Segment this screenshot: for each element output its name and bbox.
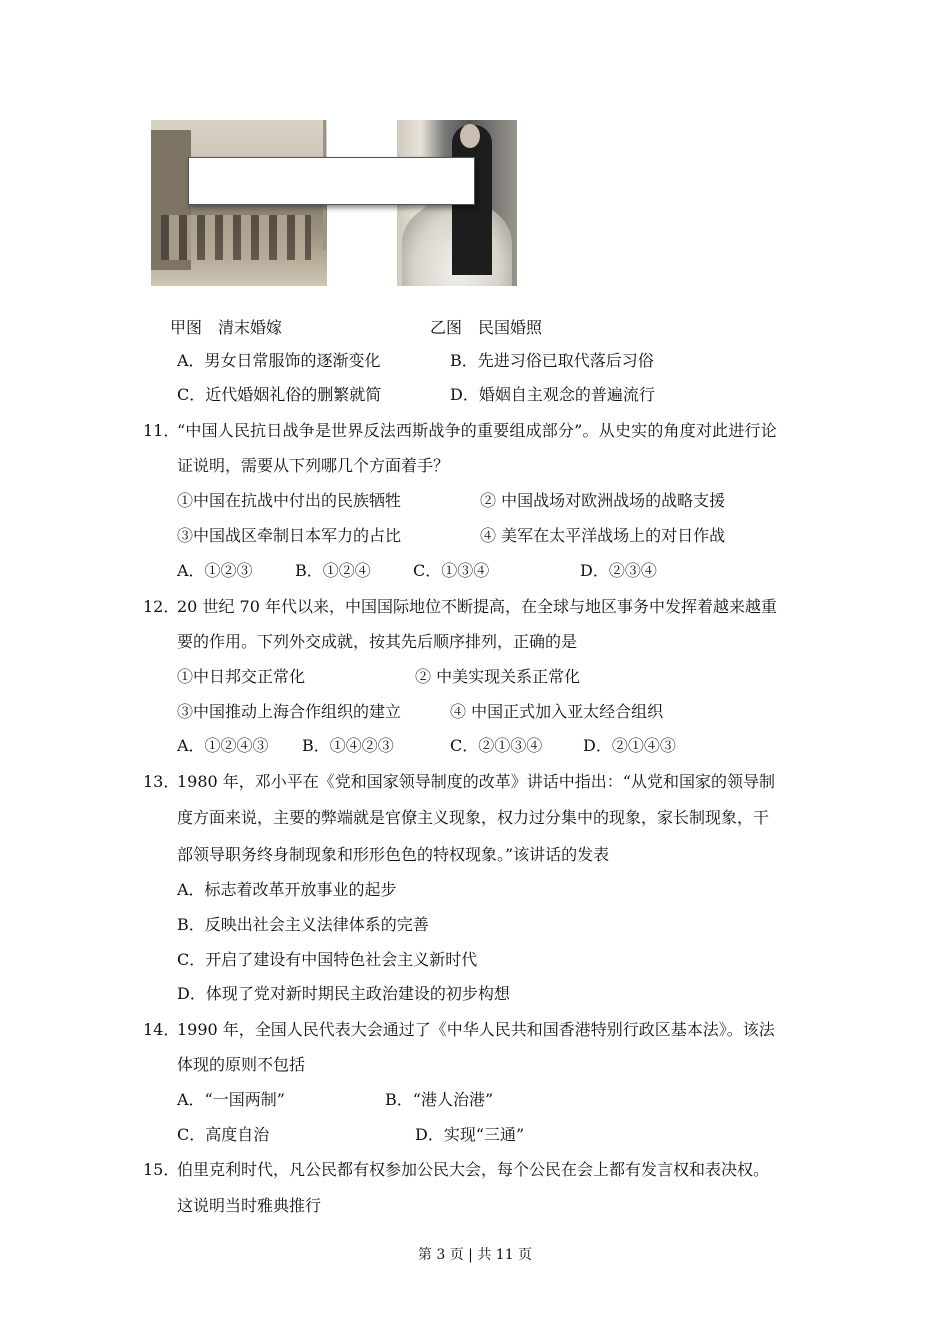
q12-option-c: C．②①③④ — [450, 736, 543, 755]
q11-number: 11． — [143, 421, 180, 440]
q14-option-a: A．“一国两制” — [177, 1090, 285, 1109]
page-footer: 第 3 页 | 共 11 页 — [417, 1247, 533, 1263]
caption-left: 甲图 清末婚嫁 — [170, 318, 283, 337]
q13-option-b: B．反映出社会主义法律体系的完善 — [177, 915, 429, 934]
q11-item: ①中国在抗战中付出的民族牺牲 — [177, 491, 402, 510]
q11-item: ④ 美军在太平洋战场上的对日作战 — [480, 526, 726, 545]
q13-text-line: 1980 年，邓小平在《党和国家领导制度的改革》讲话中指出：“从党和国家的领导制 — [177, 772, 775, 791]
q11-text-line: 证说明，需要从下列哪几个方面着手？ — [177, 456, 450, 475]
q13-option-d: D．体现了党对新时期民主政治建设的初步构想 — [177, 984, 510, 1003]
q14-number: 14． — [143, 1020, 180, 1039]
q10-option-b: B．先进习俗已取代落后习俗 — [450, 351, 654, 370]
redaction-box — [188, 157, 475, 205]
q12-number: 12． — [143, 597, 180, 616]
q10-option-a: A．男女日常服饰的逐渐变化 — [177, 351, 381, 370]
q10-option-c: C．近代婚姻礼俗的删繁就简 — [177, 385, 382, 404]
q11-option-a: A．①②③ — [177, 561, 253, 580]
q12-option-d: D．②①④③ — [583, 736, 676, 755]
q13-option-c: C．开启了建设有中国特色社会主义新时代 — [177, 950, 478, 969]
q12-item: ③中国推动上海合作组织的建立 — [177, 702, 402, 721]
q14-option-d: D．实现“三通” — [415, 1125, 525, 1144]
q15-text-line: 伯里克利时代，凡公民都有权参加公民大会，每个公民在会上都有发言权和表决权。 — [177, 1160, 770, 1179]
caption-right: 乙图 民国婚照 — [430, 318, 543, 337]
q13-text-line: 度方面来说，主要的弊端就是官僚主义现象，权力过分集中的现象，家长制现象，干 — [177, 808, 770, 827]
q13-number: 13． — [143, 772, 180, 791]
q12-text-line: 20 世纪 70 年代以来，中国国际地位不断提高，在全球与地区事务中发挥着越来越重 — [177, 597, 777, 616]
q12-item: ①中日邦交正常化 — [177, 667, 306, 686]
q15-number: 15． — [143, 1160, 180, 1179]
q12-text-line: 要的作用。下列外交成就，按其先后顺序排列，正确的是 — [177, 632, 578, 651]
q10-option-d: D．婚姻自主观念的普遍流行 — [450, 385, 655, 404]
q15-text-line: 这说明当时雅典推行 — [177, 1196, 322, 1215]
q12-item: ② 中美实现关系正常化 — [415, 667, 581, 686]
q12-option-b: B．①④②③ — [302, 736, 394, 755]
q11-text-line: “中国人民抗日战争是世界反法西斯战争的重要组成部分”。从史实的角度对此进行论 — [177, 421, 777, 440]
q14-text-line: 体现的原则不包括 — [177, 1055, 306, 1074]
q11-item: ② 中国战场对欧洲战场的战略支援 — [480, 491, 726, 510]
q13-option-a: A．标志着改革开放事业的起步 — [177, 880, 397, 899]
q11-option-c: C．①③④ — [413, 561, 490, 580]
q14-option-c: C．高度自治 — [177, 1125, 270, 1144]
q14-text-line: 1990 年，全国人民代表大会通过了《中华人民共和国香港特别行政区基本法》。该法 — [177, 1020, 775, 1039]
q11-option-d: D．②③④ — [580, 561, 657, 580]
q11-option-b: B．①②④ — [295, 561, 371, 580]
q13-text-line: 部领导职务终身制现象和形形色色的特权现象。”该讲话的发表 — [177, 845, 610, 864]
q11-item: ③中国战区牵制日本军力的占比 — [177, 526, 402, 545]
q12-item: ④ 中国正式加入亚太经合组织 — [450, 702, 664, 721]
q12-option-a: A．①②④③ — [177, 736, 269, 755]
q14-option-b: B．“港人治港” — [385, 1090, 494, 1109]
